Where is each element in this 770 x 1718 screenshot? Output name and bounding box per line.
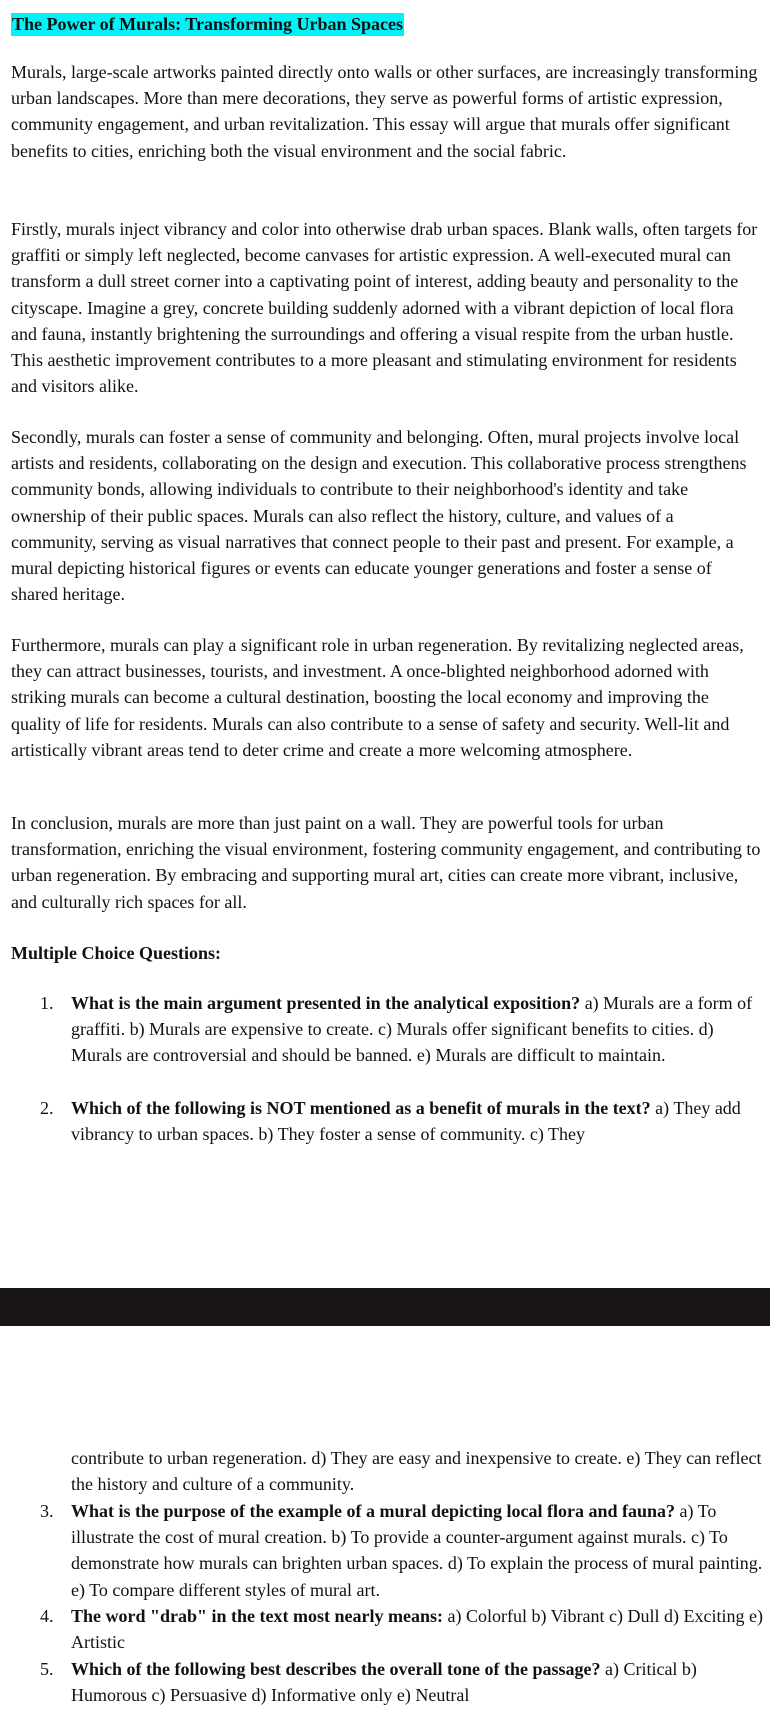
question-prompt: What is the purpose of the example of a mural depicting local flora and fauna?	[71, 1501, 676, 1521]
question-options: a) Murals are a form of graffiti. b) Murals are expensive to create. c) Murals offer significant benefits to cities. d) Murals are controversial and should be banned. e) Murals are difficult to maintain.	[71, 993, 753, 1066]
question-prompt: Which of the following best describes the overall tone of the passage?	[71, 1659, 601, 1679]
question-number: 2.	[40, 1098, 54, 1118]
question-prompt: The word "drab" in the text most nearly means:	[71, 1606, 443, 1626]
question-text	[71, 1498, 767, 1603]
question-2-continued: contribute to urban regeneration. d) They are easy and inexpensive to create. e) They can reflect the history and culture of a community.	[71, 1448, 762, 1495]
question-text	[71, 990, 767, 1069]
paragraph-secondly: Secondly, murals can foster a sense of community and belonging. Often, mural projects involve local artists and residents, collaborating on the design and execution. This collaborative process strengthens community bonds, allowing individuals to contribute to their neighborhood's identity and take ownership of their public spaces. Murals can also reflect the history, culture, and values of a community, serving as visual narratives that connect people to their past and present. For example, a mural depicting historical figures or events can educate younger generations and foster a sense of shared heritage.	[11, 427, 747, 605]
paragraph-conclusion: In conclusion, murals are more than just paint on a wall. They are powerful tools for urban transformation, enriching the visual environment, fostering community engagement, and contributing to urban regeneration. By embracing and supporting mural art, cities can create more vibrant, inclusive, and culturally rich spaces for all.	[11, 813, 761, 912]
question-text	[71, 1656, 767, 1708]
question-prompt: What is the main argument presented in the analytical exposition?	[71, 993, 581, 1013]
page-bottom	[0, 1326, 770, 1718]
document-title	[11, 13, 404, 35]
question-number: 1.	[40, 993, 54, 1013]
paragraph-intro: Murals, large-scale artworks painted directly onto walls or other surfaces, are increasingly transforming urban landscapes. More than mere decorations, they serve as powerful forms of artistic expression, community engagement, and urban revitalization. This essay will argue that murals offer significant benefits to cities, enriching both the visual environment and the social fabric.	[11, 62, 758, 161]
question-text	[71, 1095, 767, 1147]
mcq-heading: Multiple Choice Questions:	[11, 943, 221, 963]
question-options: a) Colorful b) Vibrant c) Dull d) Exciting e) Artistic	[71, 1606, 763, 1653]
question-options: a) Critical b) Humorous c) Persuasive d) Informative only e) Neutral	[71, 1659, 697, 1706]
question-number: 5.	[40, 1659, 54, 1679]
question-text	[71, 1603, 767, 1655]
question-prompt: Which of the following is NOT mentioned as a benefit of murals in the text?	[71, 1098, 651, 1118]
question-options: a) They add vibrancy to urban spaces. b) They foster a sense of community. c) They	[71, 1098, 741, 1145]
question-number: 3.	[40, 1501, 54, 1521]
question-options: a) To illustrate the cost of mural creation. b) To provide a counter-argument against murals. c) To demonstrate how murals can brighten urban spaces. d) To explain the process of mural painting. e) To compare different styles of mural art.	[71, 1501, 763, 1600]
page-break-bar	[0, 1288, 770, 1326]
question-number: 4.	[40, 1606, 54, 1626]
title-highlight: The Power of Murals: Transforming Urban Spaces	[12, 14, 403, 34]
paragraph-furthermore: Furthermore, murals can play a significant role in urban regeneration. By revitalizing neglected areas, they can attract businesses, tourists, and investment. A once-blighted neighborhood adorned with striking murals can become a cultural destination, boosting the local economy and improving the quality of life for residents. Murals can also contribute to a sense of safety and security. Well-lit and artistically vibrant areas tend to deter crime and create a more welcoming atmosphere.	[11, 635, 744, 760]
paragraph-firstly: Firstly, murals inject vibrancy and color into otherwise drab urban spaces. Blank walls, often targets for graffiti or simply left neglected, become canvases for artistic expression. A well-executed mural can transform a dull street corner into a captivating point of interest, adding beauty and personality to the cityscape. Imagine a grey, concrete building suddenly adorned with a vibrant depiction of local flora and fauna, instantly brightening the surroundings and offering a visual respite from the urban hustle. This aesthetic improvement contributes to a more pleasant and stimulating environment for residents and visitors alike.	[11, 219, 758, 397]
